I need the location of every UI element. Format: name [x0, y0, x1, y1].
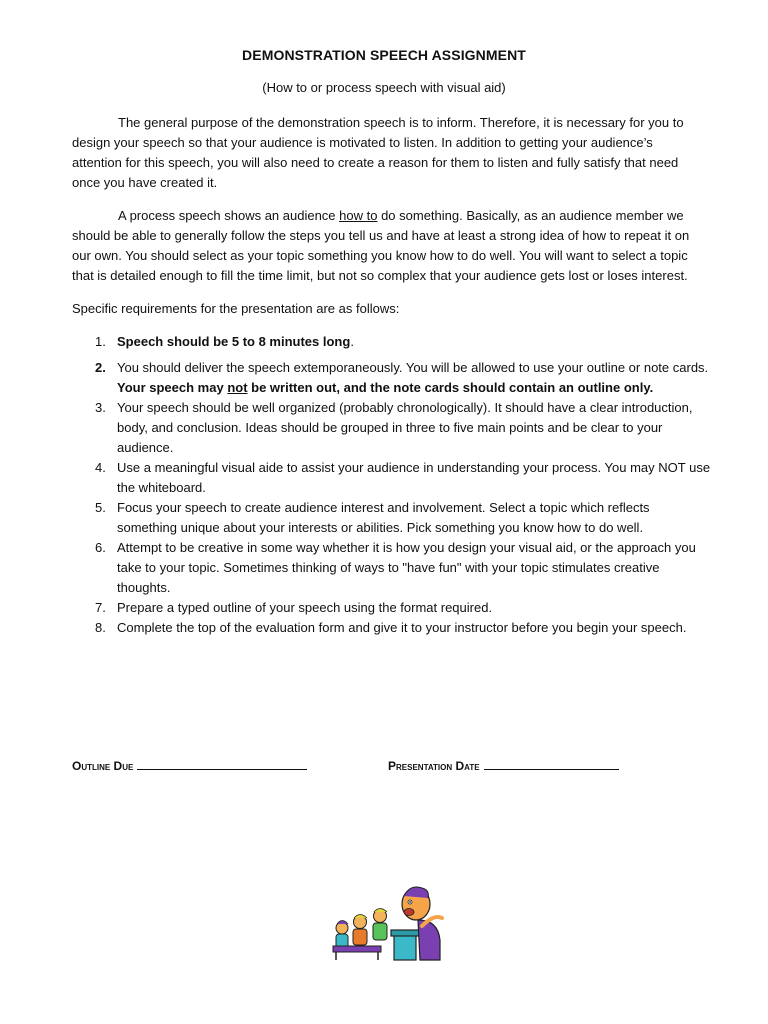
- page-subtitle: (How to or process speech with visual aid): [262, 80, 506, 95]
- audience-bench-icon: [333, 946, 381, 952]
- process-text-underlined: how to: [339, 208, 378, 223]
- audience-body-icon: [373, 923, 387, 940]
- requirement-bold-text: Your speech may: [117, 380, 228, 395]
- presentation-date-blank[interactable]: [484, 758, 619, 770]
- requirement-text: Complete the top of the evaluation form and give it to your instructor before you begin your speech.: [117, 620, 687, 635]
- list-item: [72, 538, 712, 598]
- requirements-list: [72, 332, 712, 638]
- presentation-date-field: [388, 758, 619, 773]
- list-item: [72, 598, 712, 618]
- purpose-paragraph: The general purpose of the demonstration speech is to inform. Therefore, it is necessary for you to design your speech so that your audience is motivated to listen. In addition to getting your audience’s attention for this speech, you will also need to create a reason for them to listen and fully satisfy that need once you have created it.: [72, 115, 684, 190]
- list-item: [72, 618, 712, 638]
- list-item: [72, 358, 712, 398]
- page-title: DEMONSTRATION SPEECH ASSIGNMENT: [242, 47, 526, 63]
- requirement-text: Attempt to be creative in some way whether it is how you design your visual aid, or the approach you take to your topic. Sometimes thinking of ways to "have fun" with your topic stimulates creative thoughts.: [117, 540, 696, 595]
- speaker-audience-clipart: [330, 884, 450, 964]
- list-item: [72, 332, 712, 352]
- audience-hair-icon: [354, 915, 367, 919]
- process-text-before: A process speech shows an audience: [118, 208, 340, 223]
- list-number: 1.: [95, 334, 106, 349]
- requirement-bold-underlined-text: not: [227, 380, 248, 395]
- requirement-text: Focus your speech to create audience interest and involvement. Select a topic which reflects something unique about your interests or abilities. Pick something you know how to do well.: [117, 500, 650, 535]
- outline-due-field: [72, 758, 307, 773]
- outline-due-blank[interactable]: [137, 758, 307, 770]
- list-item: [72, 458, 712, 498]
- list-number: 6.: [95, 540, 106, 555]
- speaker-mouth-icon: [404, 909, 414, 916]
- process-text-after: do something. Basically, as an audience member we should be able to generally follow the steps you tell us and have at least a strong idea of how to repeat it on our own. You should select as your topic something you know how to do well. You will want to select a topic that is detailed enough to fill the time limit, but not so complex that your audience gets lost or loses interest.: [72, 208, 690, 283]
- requirement-text: Use a meaningful visual aide to assist your audience in understanding your process. You may NOT use the whiteboard.: [117, 460, 711, 495]
- list-number: 2.: [95, 360, 106, 375]
- requirement-text: You should deliver the speech extemporaneously. You will be allowed to use your outline or note cards.: [117, 360, 709, 375]
- list-number: 4.: [95, 460, 106, 475]
- requirement-bold-text: Speech should be 5 to 8 minutes long: [117, 334, 351, 349]
- list-item: [72, 398, 712, 458]
- requirement-bold-text: be written out, and the note cards should contain an outline only.: [247, 380, 654, 395]
- list-number: 8.: [95, 620, 106, 635]
- requirement-text: Your speech should be well organized (probably chronologically). It should have a clear introduction, body, and conclusion. Ideas should be grouped in three to five main points and be clear to your audience.: [117, 400, 693, 455]
- requirement-text: Prepare a typed outline of your speech using the format required.: [117, 600, 493, 615]
- presentation-date-label: Presentation Date: [388, 759, 480, 773]
- podium-icon: [394, 934, 416, 960]
- outline-due-label: Outline Due: [72, 759, 134, 773]
- audience-hair-icon: [337, 921, 348, 925]
- podium-top-icon: [391, 930, 419, 936]
- list-item: [72, 498, 712, 538]
- audience-hair-icon: [374, 909, 387, 913]
- list-number: 3.: [95, 400, 106, 415]
- requirement-text: .: [350, 334, 354, 349]
- list-number: 7.: [95, 600, 106, 615]
- process-paragraph: [72, 206, 702, 286]
- audience-body-icon: [353, 929, 367, 945]
- list-number: 5.: [95, 500, 106, 515]
- requirements-intro: Specific requirements for the presentation are as follows:: [72, 301, 400, 316]
